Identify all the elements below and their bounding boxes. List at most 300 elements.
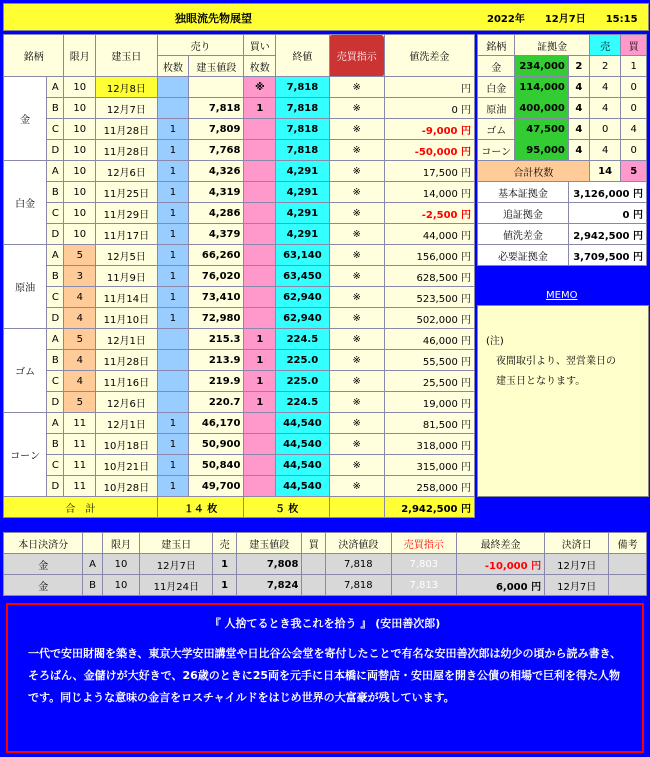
row-month: 4 [64,287,96,308]
row-entry-day: 12月7日 [96,98,158,119]
row-signal: ※ [329,308,384,329]
m-count: 4 [568,119,589,140]
row-close: 224.5 [276,392,330,413]
row-buy-count [244,119,276,140]
row-diff: 円 [384,77,474,98]
row-month: 10 [64,182,96,203]
m-col-buy: 買 [621,35,647,56]
row-diff: 156,000 円 [384,245,474,266]
m-value: 95,000 [515,140,568,161]
row-diff: 318,000 円 [384,434,474,455]
row-close: 44,540 [276,434,330,455]
row-signal: ※ [329,287,384,308]
s-close: 7,818 [326,575,391,596]
group-name: ゴム [4,329,47,413]
totals-diff: 2,942,500 円 [384,497,474,518]
row-sell-count: 1 [157,434,189,455]
row-diff: 502,000 円 [384,308,474,329]
s-price: 7,824 [237,575,302,596]
row-key: A [47,161,64,182]
row-close: 225.0 [276,371,330,392]
row-buy-count [244,476,276,497]
row-signal: ※ [329,329,384,350]
settle-col: 買 [302,533,326,554]
s-name: 金 [4,575,83,596]
row-sell-price: 76,020 [189,266,244,287]
row-sell-count [157,371,189,392]
group-name: 原油 [4,245,47,329]
row-diff: -2,500 円 [384,203,474,224]
m-count: 4 [568,98,589,119]
memo-line: 夜間取引より、翌営業日の [486,356,616,367]
m-name: コーン [478,140,515,161]
row-buy-count: 1 [244,98,276,119]
row-close: 62,940 [276,287,330,308]
row-entry-day: 11月28日 [96,350,158,371]
row-month: 4 [64,308,96,329]
row-key: A [47,245,64,266]
row-key: C [47,287,64,308]
m-name: 原油 [478,98,515,119]
s-value: 0 円 [568,203,646,224]
row-key: A [47,77,64,98]
s-key: B [83,575,102,596]
row-close: 225.0 [276,350,330,371]
margin-row [478,56,647,77]
row-sell-count: 1 [157,224,189,245]
table-row [4,182,475,203]
table-row [4,140,475,161]
s-diff: 6,000 円 [457,575,545,596]
row-close: 4,291 [276,161,330,182]
table-row [4,245,475,266]
settle-col: 売買指示 [391,533,456,554]
row-sell-count: 1 [157,140,189,161]
s-month: 10 [102,575,140,596]
row-diff: -50,000 円 [384,140,474,161]
date-time: 2022年 12月7日 15:15 [487,14,638,25]
table-row [4,308,475,329]
s-signal: 7,813 [391,575,456,596]
memo-panel [477,305,649,497]
settle-col: 決済日 [545,533,609,554]
row-entry-day: 10月21日 [96,455,158,476]
row-sell-count: 1 [157,413,189,434]
m-col-margin: 証拠金 [515,35,589,56]
row-diff: 25,500 円 [384,371,474,392]
settle-col: 最終差金 [457,533,545,554]
row-month: 11 [64,476,96,497]
row-entry-day: 12月6日 [96,161,158,182]
row-key: D [47,140,64,161]
m-value: 400,000 [515,98,568,119]
col-symbol: 銘柄 [4,35,64,77]
m-buy: 0 [621,98,647,119]
row-signal: ※ [329,371,384,392]
row-sell-price [189,77,244,98]
row-sell-price: 66,260 [189,245,244,266]
memo-title[interactable]: MEMO [546,290,578,301]
s-label: 値洗差金 [478,224,569,245]
row-signal: ※ [329,77,384,98]
col-month: 限月 [64,35,96,77]
s-day: 12月7日 [140,554,213,575]
row-month: 10 [64,119,96,140]
row-diff: 258,000 円 [384,476,474,497]
m-total-buy: 5 [621,161,647,182]
quote-box [6,603,644,753]
page-title: 独眼流先物展望 [175,12,252,25]
row-month: 3 [64,266,96,287]
m-sell: 4 [589,77,620,98]
row-signal: ※ [329,476,384,497]
table-row [4,266,475,287]
row-signal: ※ [329,140,384,161]
row-sell-price: 49,700 [189,476,244,497]
row-close: 7,818 [276,98,330,119]
s-date: 12月7日 [545,554,609,575]
memo-line: 建玉日となります。 [486,376,586,387]
row-key: A [47,329,64,350]
m-name: 白金 [478,77,515,98]
s-day: 11月24日 [140,575,213,596]
row-buy-count [244,413,276,434]
m-sell: 4 [589,98,620,119]
row-buy-count [244,203,276,224]
row-sell-price: 4,319 [189,182,244,203]
row-sell-price: 4,286 [189,203,244,224]
row-diff: 46,000 円 [384,329,474,350]
row-month: 4 [64,371,96,392]
row-entry-day: 11月16日 [96,371,158,392]
summary-row [478,245,647,266]
m-buy: 1 [621,56,647,77]
row-close: 7,818 [276,119,330,140]
totals-sell: １４ 枚 [157,497,244,518]
s-date: 12月7日 [545,575,609,596]
row-sell-price: 50,840 [189,455,244,476]
row-diff: 523,500 円 [384,287,474,308]
s-buy [302,554,326,575]
s-sell: 1 [213,554,237,575]
margin-row [478,140,647,161]
row-entry-day: 11月10日 [96,308,158,329]
row-sell-count: 1 [157,476,189,497]
s-diff: -10,000 円 [457,554,545,575]
table-row [4,392,475,413]
row-buy-count: 1 [244,392,276,413]
s-note [609,554,647,575]
m-value: 234,000 [515,56,568,77]
m-name: 金 [478,56,515,77]
table-row [4,119,475,140]
settle-col [83,533,102,554]
row-buy-count [244,266,276,287]
row-entry-day: 10月28日 [96,476,158,497]
row-sell-count: 1 [157,287,189,308]
row-buy-count: 1 [244,371,276,392]
memo-lines [478,306,648,392]
row-sell-price: 46,170 [189,413,244,434]
s-price: 7,808 [237,554,302,575]
table-row [4,161,475,182]
settle-row [4,554,647,575]
row-buy-count [244,245,276,266]
row-close: 4,291 [276,224,330,245]
settle-col: 売 [213,533,237,554]
row-entry-day: 12月5日 [96,245,158,266]
row-close: 63,450 [276,266,330,287]
s-label: 追証拠金 [478,203,569,224]
col-entry-day: 建玉日 [96,35,158,77]
row-sell-price: 7,809 [189,119,244,140]
settle-col: 建玉日 [140,533,213,554]
row-buy-count: 1 [244,329,276,350]
row-month: 5 [64,329,96,350]
m-sell: 0 [589,119,620,140]
row-entry-day: 12月6日 [96,392,158,413]
col-buy: 買い [244,35,276,56]
group-name: 白金 [4,161,47,245]
row-signal: ※ [329,245,384,266]
m-col-sell: 売 [589,35,620,56]
row-close: 7,818 [276,140,330,161]
row-signal: ※ [329,224,384,245]
totals-label: 合 計 [4,497,158,518]
table-row [4,77,475,98]
table-row [4,371,475,392]
totals-buy: ５ 枚 [244,497,329,518]
row-entry-day: 11月9日 [96,266,158,287]
m-count: 2 [568,56,589,77]
row-signal: ※ [329,161,384,182]
row-month: 10 [64,140,96,161]
row-month: 10 [64,224,96,245]
summary-row [478,182,647,203]
row-diff: 55,500 円 [384,350,474,371]
row-sell-price: 73,410 [189,287,244,308]
row-diff: 14,000 円 [384,182,474,203]
row-key: D [47,476,64,497]
row-sell-price: 72,980 [189,308,244,329]
s-value: 3,126,000 円 [568,182,646,203]
row-close: 4,291 [276,182,330,203]
row-sell-count [157,350,189,371]
m-sell: 4 [589,140,620,161]
row-sell-price: 219.9 [189,371,244,392]
row-close: 44,540 [276,455,330,476]
row-sell-count: 1 [157,266,189,287]
col-signal: 売買指示 [329,35,384,77]
row-diff: -9,000 円 [384,119,474,140]
s-label: 必要証拠金 [478,245,569,266]
row-close: 44,540 [276,413,330,434]
row-buy-count [244,182,276,203]
row-signal: ※ [329,203,384,224]
table-row [4,224,475,245]
row-month: 11 [64,413,96,434]
row-signal: ※ [329,119,384,140]
table-row [4,350,475,371]
m-count: 4 [568,140,589,161]
row-sell-price: 215.3 [189,329,244,350]
settle-col: 限月 [102,533,140,554]
m-value: 47,500 [515,119,568,140]
table-row [4,203,475,224]
row-entry-day: 11月17日 [96,224,158,245]
row-key: B [47,182,64,203]
row-close: 63,140 [276,245,330,266]
row-month: 5 [64,392,96,413]
row-signal: ※ [329,182,384,203]
m-buy: 0 [621,77,647,98]
row-month: 4 [64,350,96,371]
col-sell: 売り [157,35,244,56]
s-buy [302,575,326,596]
row-entry-day: 12月1日 [96,329,158,350]
table-row [4,329,475,350]
settle-col: 本日決済分 [4,533,83,554]
col-sell-count: 枚数 [157,56,189,77]
m-name: ゴム [478,119,515,140]
row-signal: ※ [329,413,384,434]
row-entry-day: 11月14日 [96,287,158,308]
table-row [4,455,475,476]
m-col-symbol: 銘柄 [478,35,515,56]
table-row [4,413,475,434]
row-buy-count [244,434,276,455]
row-key: D [47,224,64,245]
row-signal: ※ [329,434,384,455]
table-row [4,434,475,455]
col-close: 終値 [276,35,330,77]
summary-row [478,224,647,245]
row-key: C [47,203,64,224]
row-month: 5 [64,245,96,266]
row-diff: 17,500 円 [384,161,474,182]
row-sell-count: 1 [157,161,189,182]
row-entry-day: 11月28日 [96,140,158,161]
m-total-label: 合計枚数 [478,161,590,182]
row-sell-price: 7,768 [189,140,244,161]
row-sell-price: 7,818 [189,98,244,119]
settle-col: 決済値段 [326,533,391,554]
row-key: B [47,266,64,287]
row-buy-count: ※ [244,77,276,98]
row-entry-day: 11月25日 [96,182,158,203]
row-sell-count [157,98,189,119]
settle-col: 備考 [609,533,647,554]
table-row [4,476,475,497]
row-month: 11 [64,455,96,476]
row-month: 10 [64,203,96,224]
settlement-table [3,532,647,596]
memo-line: (注) [486,336,504,347]
group-name: 金 [4,77,47,161]
row-signal: ※ [329,98,384,119]
row-entry-day: 10月18日 [96,434,158,455]
row-entry-day: 12月8日 [96,77,158,98]
row-buy-count: 1 [244,350,276,371]
row-entry-day: 11月29日 [96,203,158,224]
row-key: D [47,392,64,413]
row-diff: 19,000 円 [384,392,474,413]
row-key: A [47,413,64,434]
row-key: B [47,98,64,119]
row-key: B [47,350,64,371]
row-buy-count [244,455,276,476]
totals-spacer [329,497,384,518]
row-buy-count [244,224,276,245]
s-sell: 1 [213,575,237,596]
row-key: C [47,119,64,140]
row-key: D [47,308,64,329]
row-month: 11 [64,434,96,455]
quote-body: 一代で安田財閥を築き、東京大学安田講堂や日比谷公会堂を寄付したことで有名な安田善次郎は幼少の頃から読み書き、そろばん、金儲けが大好きで、26歳のときに25両を元手に日本橋に両替店・安田屋を開き公債の相場で巨利を得た人物です。同じような意味の金言をロスチャイルドをはじめ世界の大富豪が残しています。 [28,647,622,704]
summary-row [478,203,647,224]
col-diff: 値洗差金 [384,35,474,77]
row-key: C [47,455,64,476]
m-count: 4 [568,77,589,98]
row-sell-count: 1 [157,245,189,266]
col-sell-price: 建玉値段 [189,56,244,77]
row-buy-count [244,161,276,182]
m-value: 114,000 [515,77,568,98]
row-buy-count [244,287,276,308]
row-month: 10 [64,98,96,119]
positions-table [3,34,475,518]
row-sell-count: 1 [157,182,189,203]
row-month: 10 [64,77,96,98]
row-close: 44,540 [276,476,330,497]
row-sell-price: 213.9 [189,350,244,371]
row-close: 4,291 [276,203,330,224]
s-value: 3,709,500 円 [568,245,646,266]
row-month: 10 [64,161,96,182]
s-value: 2,942,500 円 [568,224,646,245]
row-buy-count [244,140,276,161]
quote-title: 『 人捨てるとき我これを拾う 』 (安田善次郎) [209,617,441,630]
row-key: C [47,371,64,392]
row-entry-day: 12月1日 [96,413,158,434]
row-sell-count [157,77,189,98]
row-buy-count [244,308,276,329]
row-sell-count: 1 [157,455,189,476]
row-signal: ※ [329,392,384,413]
row-signal: ※ [329,266,384,287]
row-close: 224.5 [276,329,330,350]
row-signal: ※ [329,350,384,371]
row-sell-price: 50,900 [189,434,244,455]
m-buy: 4 [621,119,647,140]
settle-col: 建玉値段 [237,533,302,554]
margin-row [478,119,647,140]
row-diff: 81,500 円 [384,413,474,434]
s-name: 金 [4,554,83,575]
margin-table [477,34,647,266]
row-signal: ※ [329,455,384,476]
m-total-sell: 14 [589,161,620,182]
row-sell-count: 1 [157,119,189,140]
margin-row [478,77,647,98]
row-diff: 0 円 [384,98,474,119]
s-key: A [83,554,102,575]
row-close: 7,818 [276,77,330,98]
s-label: 基本証拠金 [478,182,569,203]
row-diff: 44,000 円 [384,224,474,245]
s-month: 10 [102,554,140,575]
row-sell-price: 220.7 [189,392,244,413]
